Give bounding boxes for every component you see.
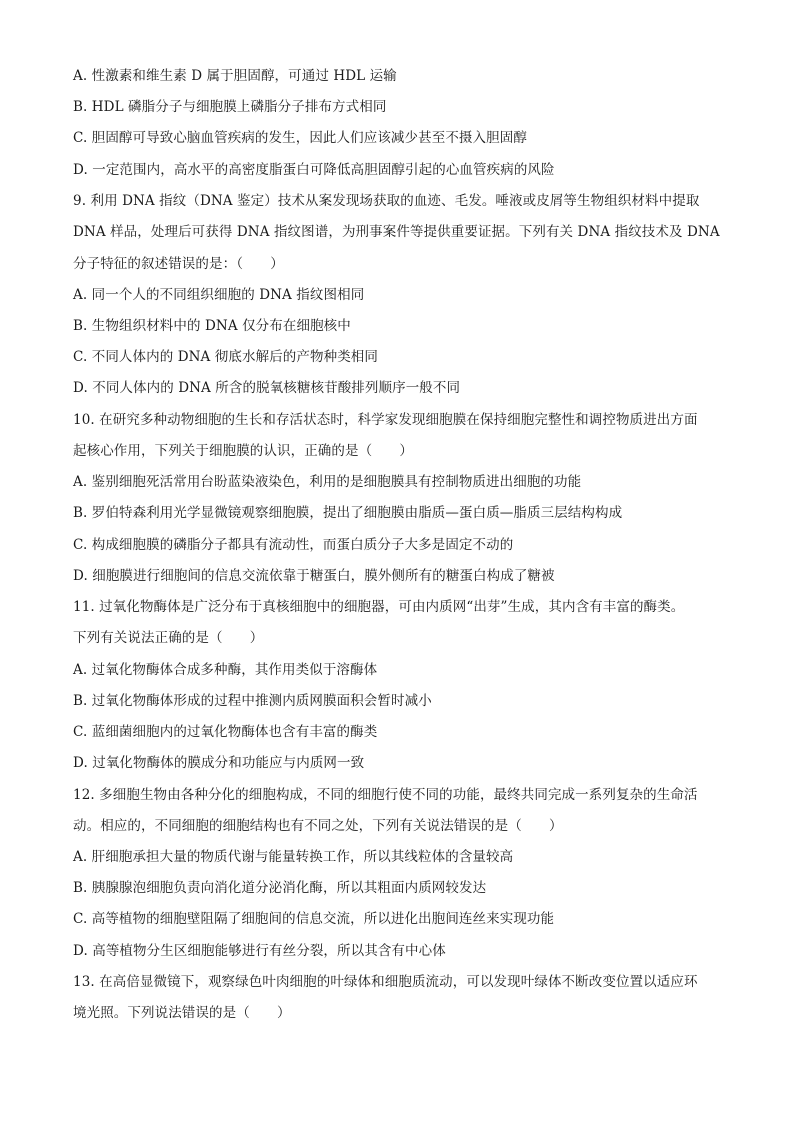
q11-option-c: C. 蓝细菌细胞内的过氧化物酶体也含有丰富的酶类	[73, 724, 378, 740]
q10-stem-line-2: 起核心作用，下列关于细胞膜的认识，正确的是（ ）	[73, 443, 413, 459]
q13-stem-line-2: 境光照。下列说法错误的是（ ）	[73, 1005, 291, 1021]
q9-stem-line-1: 9. 利用 DNA 指纹（DNA 鉴定）技术从案发现场获取的血迹、毛发。唾液或皮屑等生物组织材料中提取	[73, 193, 700, 209]
q12-stem-line-2: 动。相应的，不同细胞的细胞结构也有不同之处，下列有关说法错误的是（ ）	[73, 818, 563, 834]
q11-option-d: D. 过氧化物酶体的膜成分和功能应与内质网一致	[73, 755, 365, 771]
q8-option-a: A. 性激素和维生素 D 属于胆固醇，可通过 HDL 运输	[73, 68, 397, 84]
q10-option-a: A. 鉴别细胞死活常用台盼蓝染液染色，利用的是细胞膜具有控制物质进出细胞的功能	[73, 474, 582, 490]
q9-option-d: D. 不同人体内的 DNA 所含的脱氧核糖核苷酸排列顺序一般不同	[73, 380, 461, 396]
q8-option-b: B. HDL 磷脂分子与细胞膜上磷脂分子排布方式相同	[73, 99, 387, 115]
q13-stem-line-1: 13. 在高倍显微镜下，观察绿色叶肉细胞的叶绿体和细胞质流动，可以发现叶绿体不断改变位置以适应环	[73, 974, 698, 990]
q10-stem-line-1: 10. 在研究多种动物细胞的生长和存活状态时，科学家发现细胞膜在保持细胞完整性和调控物质进出方面	[73, 412, 698, 428]
q10-option-d: D. 细胞膜进行细胞间的信息交流依靠于糖蛋白，膜外侧所有的糖蛋白构成了糖被	[73, 568, 555, 584]
q12-option-c: C. 高等植物的细胞壁阻隔了细胞间的信息交流，所以进化出胞间连丝来实现功能	[73, 911, 555, 927]
q9-stem-line-2: DNA 样品，处理后可获得 DNA 指纹图谱，为刑事案件等提供重要证据。下列有关 DNA 指纹技术及 DNA	[73, 224, 720, 240]
q10-option-c: C. 构成细胞膜的磷脂分子都具有流动性，而蛋白质分子大多是固定不动的	[73, 537, 514, 553]
q11-stem-line-2: 下列有关说法正确的是（ ）	[73, 630, 264, 646]
q10-option-b: B. 罗伯特森利用光学显微镜观察细胞膜，提出了细胞膜由脂质—蛋白质—脂质三层结构构成	[73, 505, 623, 521]
q12-option-d: D. 高等植物分生区细胞能够进行有丝分裂，所以其含有中心体	[73, 943, 446, 959]
q11-option-b: B. 过氧化物酶体形成的过程中推测内质网膜面积会暂时减小	[73, 693, 432, 709]
q8-option-c: C. 胆固醇可导致心脑血管疾病的发生，因此人们应该减少甚至不摄入胆固醇	[73, 130, 527, 146]
q11-option-a: A. 过氧化物酶体合成多种酶，其作用类似于溶酶体	[73, 662, 378, 678]
q12-option-a: A. 肝细胞承担大量的物质代谢与能量转换工作，所以其线粒体的含量较高	[73, 849, 514, 865]
q9-stem-line-3: 分子特征的叙述错误的是：（ ）	[73, 256, 284, 272]
q9-option-a: A. 同一个人的不同组织细胞的 DNA 指纹图相同	[73, 287, 365, 303]
q8-option-d: D. 一定范围内，高水平的高密度脂蛋白可降低高胆固醇引起的心血管疾病的风险	[73, 162, 555, 178]
q11-stem-line-1: 11. 过氧化物酶体是广泛分布于真核细胞中的细胞器，可由内质网“出芽”生成，其内含有丰富的酶类。	[73, 599, 685, 615]
q9-option-b: B. 生物组织材料中的 DNA 仅分布在细胞核中	[73, 318, 351, 334]
q12-stem-line-1: 12. 多细胞生物由各种分化的细胞构成，不同的细胞行使不同的功能，最终共同完成一系列复杂的生命活	[73, 787, 698, 803]
q9-option-c: C. 不同人体内的 DNA 彻底水解后的产物种类相同	[73, 349, 378, 365]
q12-option-b: B. 胰腺腺泡细胞负责向消化道分泌消化酶，所以其粗面内质网较发达	[73, 880, 487, 896]
